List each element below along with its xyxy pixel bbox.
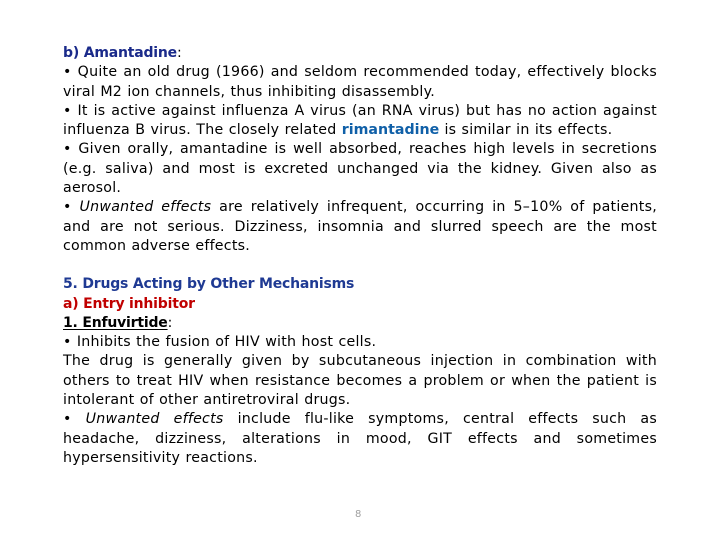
amantadine-paragraph-4	[63, 198, 657, 256]
amantadine-paragraph-2-start: • It is active against influenza A virus (an RNA virus) but has no action against influenza B virus. The closely related	[63, 102, 657, 139]
rimantadine-term: rimantadine	[341, 122, 440, 139]
entry-inhibitor-subheading: a) Entry inhibitor	[63, 295, 195, 312]
amantadine-paragraph-2	[63, 102, 657, 141]
enfuvirtide-unwanted-effects-term: Unwanted effects	[85, 411, 224, 428]
enfuvirtide-paragraph-3-bullet: •	[63, 411, 86, 428]
amantadine-heading-text: b) Amantadine	[63, 45, 177, 61]
amantadine-heading-colon: :	[176, 45, 182, 61]
slide-content	[63, 44, 657, 468]
amantadine-section	[63, 44, 657, 256]
enfuvirtide-paragraph-3	[63, 410, 657, 468]
section-gap	[63, 256, 657, 275]
amantadine-paragraph-3: • Given orally, amantadine is well absorbed, reaches high levels in secretions (e.g. saliva) and most is excreted unchanged via the kidney. Given also as aerosol.	[63, 141, 657, 197]
section-5-heading: 5. Drugs Acting by Other Mechanisms	[63, 276, 355, 293]
page-number: 8	[355, 509, 362, 520]
amantadine-unwanted-effects-term: Unwanted effects	[79, 199, 212, 216]
enfuvirtide-heading-colon: :	[167, 314, 173, 331]
enfuvirtide-paragraph-3-rest: include flu-like symptoms, central effects such as headache, dizziness, alterations in mood, GIT effects and sometimes hypersensitivity reactions.	[63, 411, 657, 466]
amantadine-paragraph-4-bullet: •	[63, 199, 80, 216]
other-mechanisms-section	[63, 275, 657, 468]
enfuvirtide-paragraph-2: The drug is generally given by subcutaneous injection in combination with others to treat HIV when resistance becomes a problem or when the patient is intolerant of other antiretroviral drugs.	[63, 353, 657, 409]
amantadine-heading	[63, 44, 657, 63]
enfuvirtide-heading-text: 1. Enfuvirtide	[63, 314, 168, 331]
amantadine-paragraph-1: • Quite an old drug (1966) and seldom recommended today, effectively blocks viral M2 ion channels, thus inhibiting disassembly.	[63, 64, 657, 100]
amantadine-paragraph-2-end: is similar in its effects.	[439, 122, 613, 139]
amantadine-paragraph-4-rest: are relatively infrequent, occurring in 5–10% of patients, and are not serious. Dizziness, insomnia and slurred speech are the most common adverse effects.	[63, 199, 657, 254]
enfuvirtide-heading	[63, 314, 657, 333]
enfuvirtide-paragraph-1: • Inhibits the fusion of HIV with host cells.	[63, 334, 377, 351]
